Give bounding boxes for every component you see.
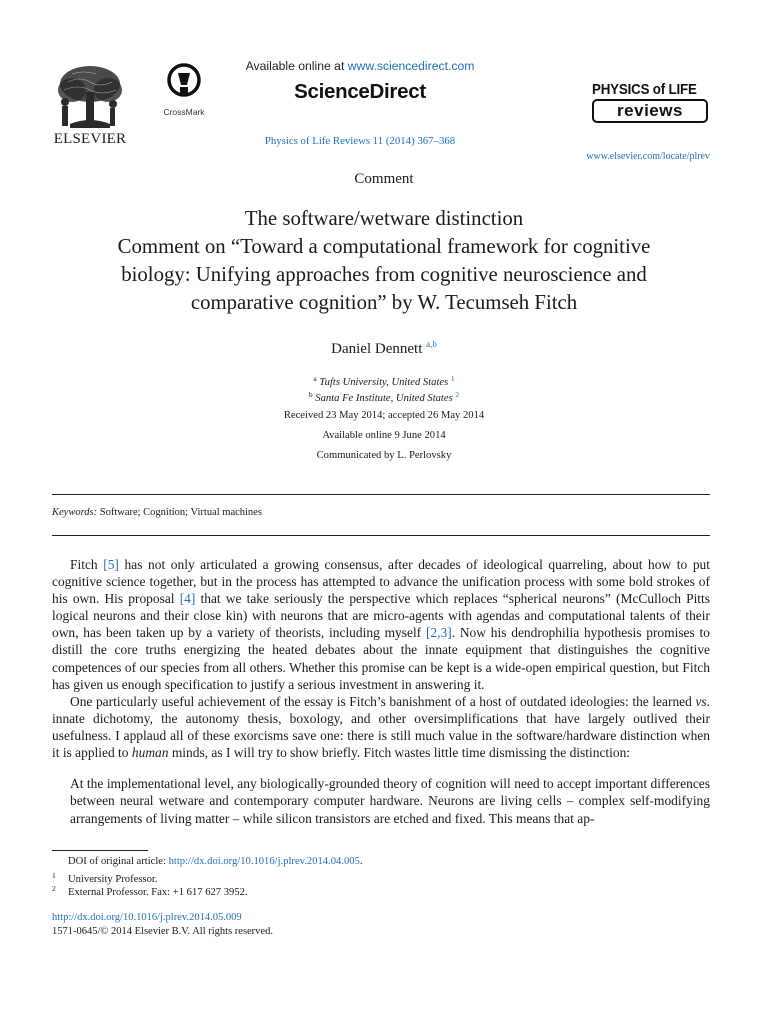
text-run-italic: vs: [695, 693, 707, 709]
sciencedirect-wordmark: ScienceDirect: [294, 80, 426, 103]
keywords-label: Keywords:: [52, 507, 98, 518]
publisher-name: ELSEVIER: [53, 131, 127, 147]
affiliation-b-mark: b: [308, 390, 313, 399]
footnote-punct: .: [359, 856, 363, 867]
paragraph: [52, 556, 710, 693]
author-affiliation-marks[interactable]: a,b: [426, 339, 437, 349]
available-prefix: Available online at: [245, 59, 348, 73]
communicated-by: Communicated by L. Perlovsky: [316, 450, 452, 461]
affiliation-b-footnote-mark[interactable]: 2: [455, 390, 460, 399]
journal-reference-link[interactable]: Physics of Life Reviews 11 (2014) 367–368: [264, 135, 456, 147]
footnote-2: [52, 884, 248, 898]
article-title: [60, 205, 708, 317]
crossmark-badge[interactable]: [160, 63, 208, 117]
affiliation-b: [0, 390, 768, 404]
footnote-divider: [52, 850, 148, 851]
block-quote: [70, 775, 710, 827]
affiliation-a: [0, 374, 768, 388]
journal-logo-reviews: reviews: [592, 99, 708, 123]
text-run: that we take seriously the perspective which replaces “spherical neurons” (McCulloch Pitts logical neurons and their close kin) with neurons that are micro-agents with agendas and computational talents of their own, has been taken up by a variety of theorists, including myself: [52, 591, 710, 641]
footnote-text: External Professor. Fax: +1 617 627 3952.: [68, 887, 248, 898]
sciencedirect-link[interactable]: www.sciencedirect.com: [347, 59, 475, 73]
journal-logo: [592, 82, 712, 123]
quote-text: At the implementational level, any biologically-grounded theory of cognition will need to accept important differences between neural wetware and contemporary computer hardware. Neurons are living cells – complex self-modifying arrangements of living matter – while silicon transistors are etched and fixed. This means that ap-: [70, 776, 710, 826]
paragraph: [52, 693, 710, 761]
text-run-italic: human: [131, 745, 169, 761]
available-online-date: Available online 9 June 2014: [322, 430, 446, 441]
author-name: Daniel Dennett: [331, 341, 423, 357]
title-line: comparative cognition” by W. Tecumseh Fitch: [190, 291, 578, 314]
text-run: . innate dichotomy, the autonomy thesis, boxology, and other oversimplifications that have largely outlived their usefulness. I applaud all of these exorcisms save one: there is still much value in the software/hardware distinction when it is applied to: [52, 693, 710, 761]
footnote-original-doi: [68, 856, 363, 867]
footnote-1: [52, 871, 157, 885]
received-dates: Received 23 May 2014; accepted 26 May 2014: [283, 410, 485, 421]
divider: [52, 535, 710, 536]
affiliation-a-footnote-mark[interactable]: 1: [450, 374, 455, 383]
title-line: The software/wetware distinction: [244, 207, 524, 230]
keywords-line: [52, 507, 262, 518]
journal-logo-title: PHYSICS of LIFE: [592, 82, 697, 98]
title-line: biology: Unifying approaches from cognitive neuroscience and: [121, 263, 647, 286]
affiliation-a-text: Tufts University, United States: [319, 377, 449, 388]
keywords-list: Software; Cognition; Virtual machines: [99, 507, 262, 518]
text-run: Fitch: [70, 557, 104, 572]
author-line: [0, 339, 768, 358]
divider: [52, 494, 710, 495]
citation-link[interactable]: [4]: [179, 591, 196, 607]
text-run: . Now his dendrophilia hypothesis promises to distill the core truths energizing the heated debates about the innate equipment that distinguishes the cognitive competences of our species from all others. Whether this promise can be kept is a wide-open empirical question, but Fitch has given us enough specification to justify a serious investment in answering it.: [52, 625, 710, 692]
article-section: Comment: [354, 171, 414, 187]
text-run: minds, as I will try to show briefly. Fitch wastes little time dismissing the distinction:: [168, 745, 631, 761]
footnote-number: 2: [52, 884, 56, 893]
footnote-number: 1: [52, 871, 56, 880]
text-run: has not only articulated a growing consensus, after decades of ideological quarreling, about how to put cognitive science together, but in the process has attempted to advance the unification process with some bold strokes of his own. His proposal: [52, 557, 710, 607]
affiliation-b-text: Santa Fe Institute, United States: [315, 393, 453, 404]
article-doi-link[interactable]: http://dx.doi.org/10.1016/j.plrev.2014.05.009: [52, 912, 242, 923]
copyright-line: 1571-0645/© 2014 Elsevier B.V. All rights reserved.: [52, 926, 273, 937]
citation-link[interactable]: [5]: [103, 557, 119, 572]
journal-homepage-link[interactable]: www.elsevier.com/locate/plrev: [586, 151, 710, 162]
crossmark-label: CrossMark: [163, 107, 205, 117]
citation-link[interactable]: [2,3]: [425, 625, 452, 641]
affiliation-a-mark: a: [313, 374, 317, 383]
footnote-label: DOI of original article:: [68, 856, 169, 867]
available-online-line: [220, 59, 500, 73]
crossmark-icon: [167, 63, 201, 101]
title-line: Comment on “Toward a computational framework for cognitive: [117, 235, 651, 258]
original-doi-link[interactable]: http://dx.doi.org/10.1016/j.plrev.2014.04.005: [168, 856, 360, 867]
footnote-text: University Professor.: [68, 874, 158, 885]
article-body: [52, 556, 710, 761]
text-run: One particularly useful achievement of the essay is Fitch’s banishment of a host of outdated ideologies: the learned: [70, 693, 696, 709]
